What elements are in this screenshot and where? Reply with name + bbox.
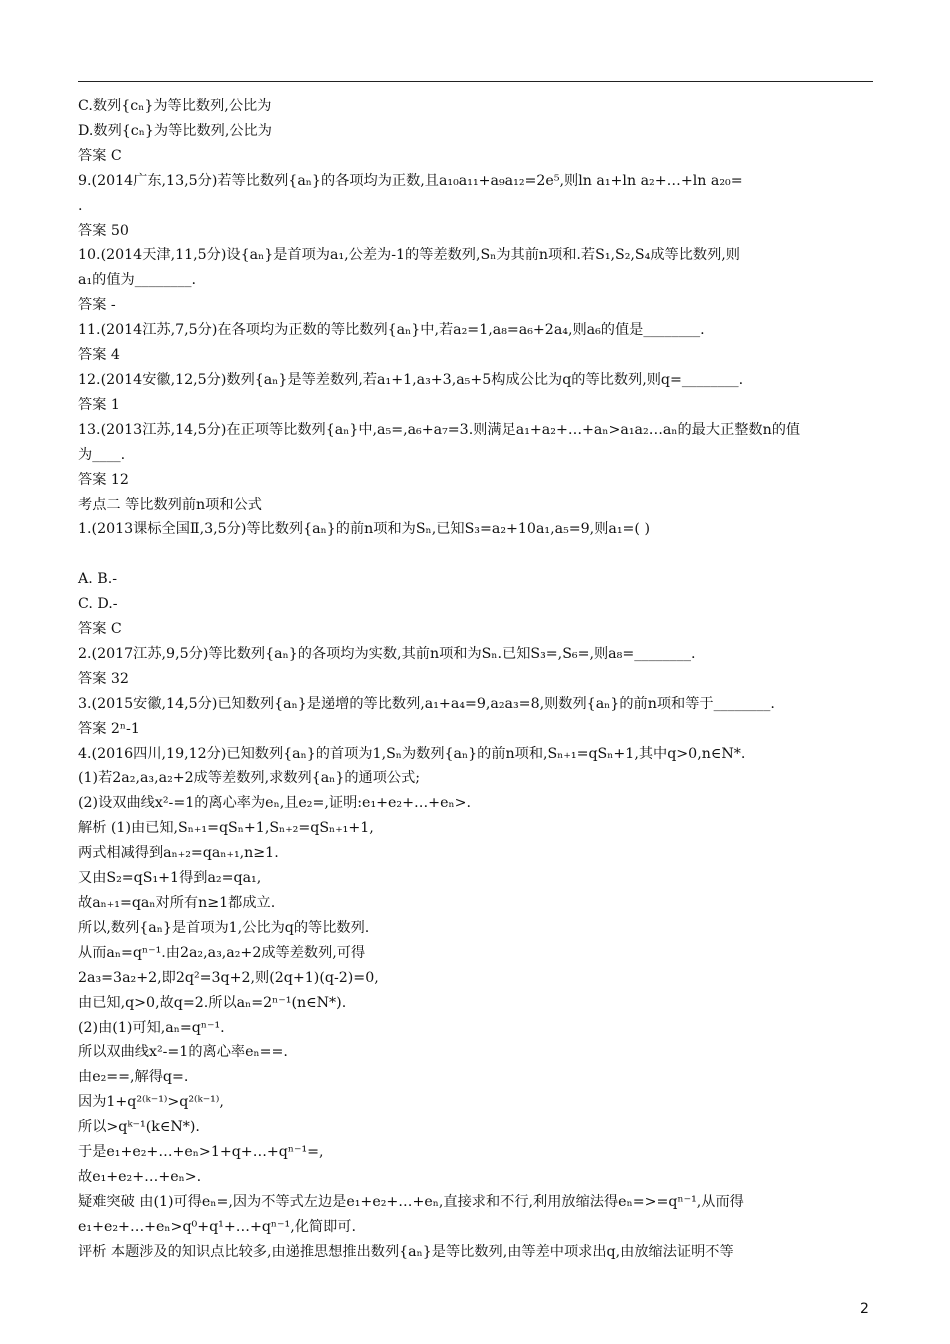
problem-13-cont: 为____. [78,446,126,463]
answer: 答案 32 [78,670,129,687]
difficulty-note: 疑难突破 由(1)可得eₙ=,因为不等式左边是e₁+e₂+…+eₙ,直接求和不行,利用放缩法得eₙ=>=qⁿ⁻¹,从而得 [78,1193,744,1210]
answer: 答案 - [78,297,116,314]
solution-line: 从而aₙ=qⁿ⁻¹.由2a₂,a₃,a₂+2成等差数列,可得 [78,944,366,961]
answer: 答案 C [78,147,122,164]
answer: 答案 1 [78,396,120,413]
solution-line: 所以>qᵏ⁻¹(k∈N*). [78,1119,200,1136]
problem-3: 3.(2015安徽,14,5分)已知数列{aₙ}是递增的等比数列,a₁+a₄=9,a₂a₃=8,则数列{aₙ}的前n项和等于________. [78,695,775,712]
page-number: 2 [860,1301,869,1317]
solution-line: 因为1+q²⁽ᵏ⁻¹⁾>q²⁽ᵏ⁻¹⁾, [78,1094,224,1111]
solution-line: 由e₂==,解得q=. [78,1069,189,1086]
answer: 答案 12 [78,471,129,488]
problem-4-part-1: (1)若2a₂,a₃,a₂+2成等差数列,求数列{aₙ}的通项公式; [78,770,421,787]
solution-line: 由已知,q>0,故q=2.所以aₙ=2ⁿ⁻¹(n∈N*). [78,994,347,1011]
solution-line: 2a₃=3a₂+2,即2q²=3q+2,则(2q+1)(q-2)=0, [78,969,379,986]
problem-13: 13.(2013江苏,14,5分)在正项等比数列{aₙ}中,a₅=,a₆+a₇=3.则满足a₁+a₂+…+aₙ>a₁a₂…aₙ的最大正整数n的值 [78,421,801,438]
document-body [78,94,873,1265]
answer: 答案 2ⁿ-1 [78,720,140,737]
section-heading: 考点二 等比数列前n项和公式 [78,496,262,513]
problem-10-cont: a₁的值为________. [78,272,196,289]
solution-line: 于是e₁+e₂+…+eₙ>1+q+…+qⁿ⁻¹=, [78,1144,324,1161]
answer: 答案 50 [78,222,129,239]
header-rule [78,81,873,82]
answer: 答案 C [78,621,122,638]
solution-line: 故aₙ₊₁=qaₙ对所有n≥1都成立. [78,894,276,911]
problem-2: 2.(2017江苏,9,5分)等比数列{aₙ}的各项均为实数,其前n项和为Sₙ.已知S₃=,S₆=,则a₈=________. [78,645,696,662]
answer: 答案 4 [78,347,120,364]
problem-1: 1.(2013课标全国Ⅱ,3,5分)等比数列{aₙ}的前n项和为Sₙ,已知S₃=a₂+10a₁,a₅=9,则a₁=( ) [78,521,650,538]
problem-9: 9.(2014广东,13,5分)若等比数列{aₙ}的各项均为正数,且a₁₀a₁₁+a₉a₁₂=2e⁵,则ln a₁+ln a₂+…+ln a₂₀= [78,172,743,189]
solution-line: 故e₁+e₂+…+eₙ>. [78,1168,202,1185]
solution-line: 所以,数列{aₙ}是首项为1,公比为q的等比数列. [78,919,370,936]
problem-12: 12.(2014安徽,12,5分)数列{aₙ}是等差数列,若a₁+1,a₃+3,a₅+5构成公比为q的等比数列,则q=________. [78,371,744,388]
problem-9-cont: . [78,197,83,214]
blank-line [78,542,873,567]
options-ab: A. B.- [78,571,117,588]
option-c: C.数列{cₙ}为等比数列,公比为 [78,98,272,114]
solution-line: 又由S₂=qS₁+1得到a₂=qa₁, [78,870,262,887]
commentary: 评析 本题涉及的知识点比较多,由递推思想推出数列{aₙ}是等比数列,由等差中项求出q,由放缩法证明不等 [78,1243,734,1260]
problem-4: 4.(2016四川,19,12分)已知数列{aₙ}的首项为1,Sₙ为数列{aₙ}的前n项和,Sₙ₊₁=qSₙ+1,其中q>0,n∈N*. [78,745,746,762]
difficulty-note-cont: e₁+e₂+…+eₙ>q⁰+q¹+…+qⁿ⁻¹,化简即可. [78,1218,356,1235]
solution-line: 解析 (1)由已知,Sₙ₊₁=qSₙ+1,Sₙ₊₂=qSₙ₊₁+1, [78,820,374,837]
problem-11: 11.(2014江苏,7,5分)在各项均为正数的等比数列{aₙ}中,若a₂=1,a₈=a₆+2a₄,则a₆的值是________. [78,322,705,339]
problem-10: 10.(2014天津,11,5分)设{aₙ}是首项为a₁,公差为-1的等差数列,Sₙ为其前n项和.若S₁,S₂,S₄成等比数列,则 [78,247,740,264]
solution-line: 所以双曲线x²-=1的离心率eₙ==. [78,1044,288,1061]
solution-line: (2)由(1)可知,aₙ=qⁿ⁻¹. [78,1019,225,1036]
solution-line: 两式相减得到aₙ₊₂=qaₙ₊₁,n≥1. [78,845,279,862]
options-cd: C. D.- [78,596,118,613]
problem-4-part-2: (2)设双曲线x²-=1的离心率为eₙ,且e₂=,证明:e₁+e₂+…+eₙ>. [78,795,471,812]
option-d: D.数列{cₙ}为等比数列,公比为 [78,122,272,139]
